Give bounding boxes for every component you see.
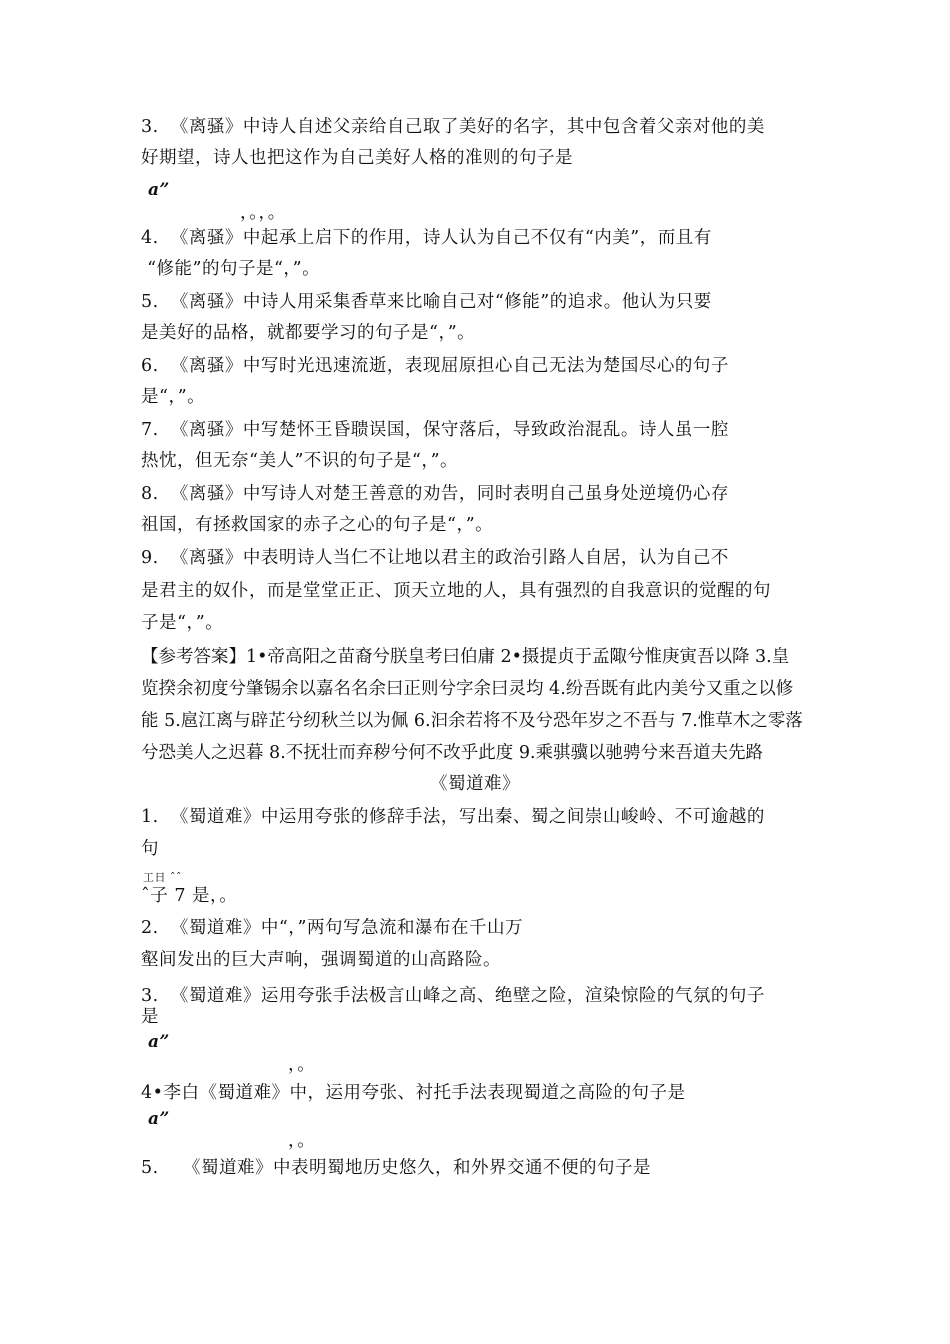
answers-line1: 【参考答案】1•帝高阳之苗裔兮朕皇考曰伯庸 2•摄提贞于孟陬兮惟庚寅吾以降 3.皇: [141, 647, 790, 667]
lisao-q9-line1: 9. 《离骚》中表明诗人当仁不让地以君主的政治引路人自居，认为自己不: [141, 548, 729, 568]
shudaonan-q4-quote-mark: a”: [148, 1109, 170, 1129]
shudaonan-q4-line1: 4•李白《蜀道难》中，运用夸张、衬托手法表现蜀道之高险的句子是: [141, 1083, 686, 1103]
lisao-q5-line1: 5. 《离骚》中诗人用采集香草来比喻自己对“修能”的追求。他认为只要: [141, 292, 712, 312]
shudaonan-q3-line2: 是: [141, 1007, 159, 1027]
answers-line2: 览揆余初度兮肇锡余以嘉名名余曰正则兮字余曰灵均 4.纷吾既有此内美兮又重之以修: [141, 679, 794, 699]
shudaonan-q1-line2: 句: [141, 839, 159, 859]
shudaonan-q2-line2: 壑间发出的巨大声响，强调蜀道的山高路险。: [141, 950, 501, 970]
lisao-q3-blank-punctuation: ，。，。: [240, 203, 286, 223]
lisao-q7-line1: 7. 《离骚》中写楚怀王昏聩误国，保守落后，导致政治混乱。诗人虽一腔: [141, 420, 729, 440]
lisao-q4-line2: “修能”的句子是“，”。: [141, 259, 321, 279]
lisao-q8-line2: 祖国，有拯救国家的赤子之心的句子是“，”。: [141, 515, 494, 535]
lisao-q3-line2: 好期望，诗人也把这作为自己美好人格的准则的句子是: [141, 148, 573, 168]
shudaonan-q4-blank-punctuation: ，。: [288, 1131, 316, 1151]
lisao-q9-line2: 是君主的奴仆，而是堂堂正正、顶天立地的人，具有强烈的自我意识的觉醒的句: [141, 581, 771, 601]
lisao-q6-line2: 是“，”。: [141, 387, 206, 407]
shudaonan-q5-line1: 5. 《蜀道难》中表明蜀地历史悠久，和外界交通不便的句子是: [141, 1158, 651, 1178]
lisao-q9-line3: 子是“，”。: [141, 613, 224, 633]
shudaonan-q3-line1: 3. 《蜀道难》运用夸张手法极言山峰之高、绝壁之险，渲染惊险的气氛的句子: [141, 986, 765, 1006]
shudaonan-q1-line1: 1. 《蜀道难》中运用夸张的修辞手法，写出秦、蜀之间崇山峻岭、不可逾越的: [141, 807, 765, 827]
lisao-q4-line1: 4. 《离骚》中起承上启下的作用，诗人认为自己不仅有“内美”，而且有: [141, 228, 712, 248]
shudaonan-q3-blank-punctuation: ，。: [288, 1055, 316, 1075]
section-title: 《蜀道难》: [430, 774, 520, 794]
lisao-q3-quote-mark: a”: [148, 180, 170, 200]
lisao-q8-line1: 8. 《离骚》中写诗人对楚王善意的劝告，同时表明自己虽身处逆境仍心存: [141, 484, 729, 504]
shudaonan-q1-garbled-mark: 工日 ˆˆ: [143, 871, 182, 884]
shudaonan-q3-quote-mark: a”: [148, 1032, 170, 1052]
shudaonan-q1-line3: ˆ子 7 是，。: [141, 886, 238, 906]
answers-line4: 兮恐美人之迟暮 8.不抚壮而弃秽兮何不改乎此度 9.乘骐骥以驰骋兮来吾道夫先路: [141, 743, 764, 763]
shudaonan-q2-line1: 2. 《蜀道难》中“，”两句写急流和瀑布在千山万: [141, 918, 523, 938]
answers-line3: 能 5.扈江离与辟芷兮纫秋兰以为佩 6.汩余若将不及兮恐年岁之不吾与 7.惟草木之零落: [141, 711, 803, 731]
lisao-q3-line1: 3. 《离骚》中诗人自述父亲给自己取了美好的名字，其中包含着父亲对他的美: [141, 117, 765, 137]
lisao-q6-line1: 6. 《离骚》中写时光迅速流逝，表现屈原担心自己无法为楚国尽心的句子: [141, 356, 729, 376]
lisao-q5-line2: 是美好的品格，就都要学习的句子是“，”。: [141, 323, 476, 343]
lisao-q7-line2: 热忱，但无奈“美人”不识的句子是“，”。: [141, 451, 459, 471]
